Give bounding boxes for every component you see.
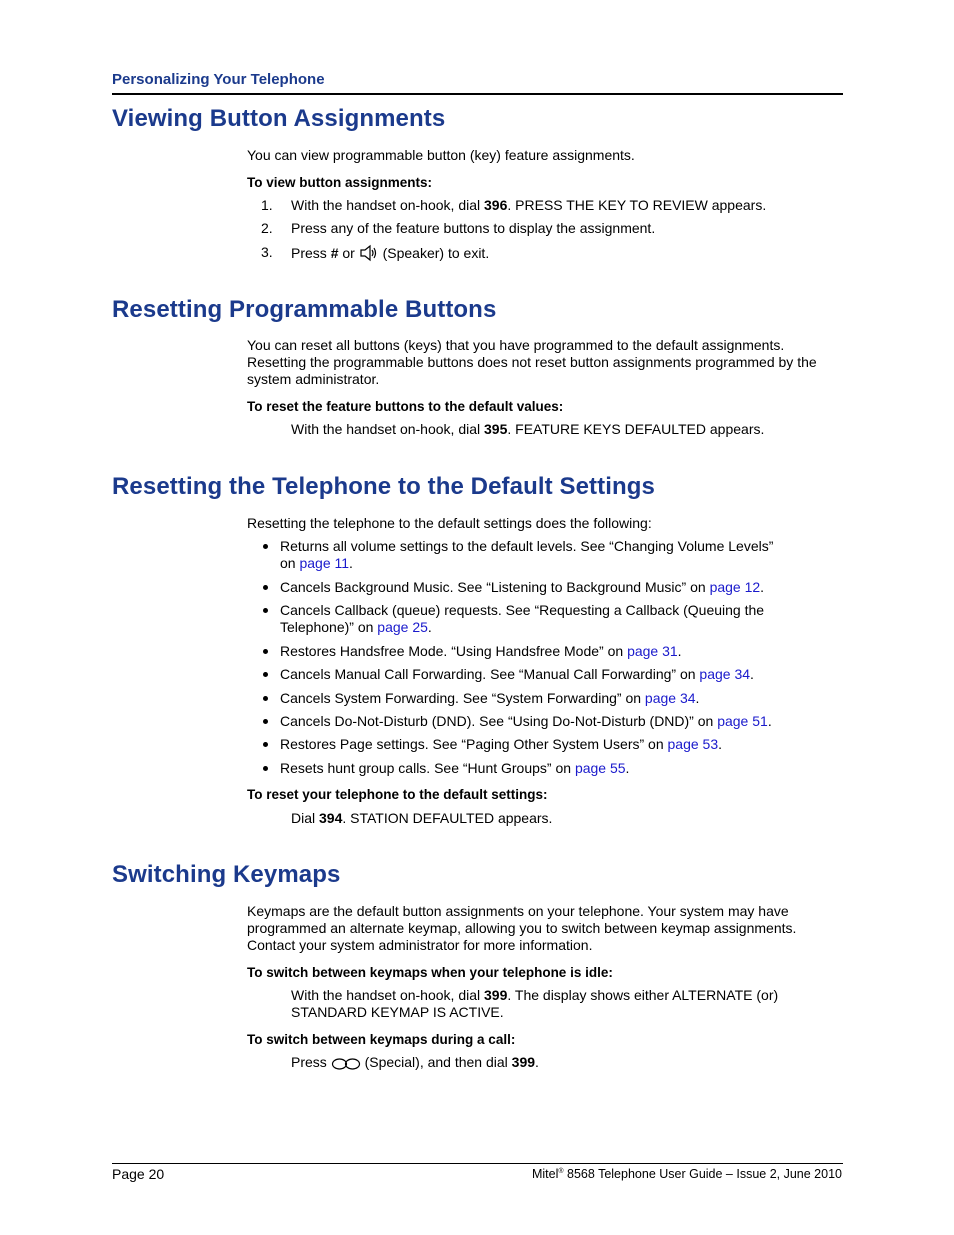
bullet-marker bbox=[263, 585, 268, 590]
reset-telephone-intro: Resetting the telephone to the default settings does the following: bbox=[247, 515, 652, 531]
bullet-marker bbox=[263, 649, 268, 654]
list-item: Returns all volume settings to the default levels. See “Changing Volume Levels” on page 11. bbox=[280, 538, 774, 571]
page-link[interactable]: page 34 bbox=[699, 666, 751, 682]
reset-buttons-intro: You can reset all buttons (keys) that you have programmed to the default assignments. Resetting the programmable buttons does not reset button assignments programmed by the system administrator. bbox=[247, 337, 817, 387]
step-number: 1. bbox=[261, 197, 273, 213]
special-icon bbox=[331, 1057, 361, 1075]
viewing-procedure-heading: To view button assignments: bbox=[247, 175, 433, 190]
page-link[interactable]: page 51 bbox=[717, 713, 768, 729]
list-item: Cancels Manual Call Forwarding. See “Manual Call Forwarding” on page 34. bbox=[280, 666, 754, 682]
bullet-marker bbox=[263, 742, 268, 747]
page-link[interactable]: page 34 bbox=[644, 690, 696, 706]
reset-telephone-step: Dial 394. STATION DEFAULTED appears. bbox=[291, 810, 553, 826]
section-title-resetting-buttons: Resetting Programmable Buttons bbox=[112, 296, 497, 323]
viewing-intro: You can view programmable button (key) feature assignments. bbox=[247, 147, 635, 163]
list-item: Restores Handsfree Mode. “Using Handsfree Mode” on page 31. bbox=[280, 643, 682, 659]
bullet-marker bbox=[263, 766, 268, 771]
page-link[interactable]: page 53 bbox=[667, 736, 719, 752]
step-number: 3. bbox=[261, 244, 273, 260]
page-link[interactable]: page 12 bbox=[709, 579, 761, 595]
list-item: Restores Page settings. See “Paging Other System Users” on page 53. bbox=[280, 736, 723, 752]
list-item: Cancels Do-Not-Disturb (DND). See “Using Do-Not-Disturb (DND)” on page 51. bbox=[280, 713, 772, 729]
bullet-marker bbox=[263, 608, 268, 613]
keymaps-call-step: Press (Special), and then dial 399. bbox=[291, 1054, 821, 1075]
page-link[interactable]: page 31 bbox=[627, 643, 678, 659]
section-title-switching-keymaps: Switching Keymaps bbox=[112, 861, 341, 888]
list-item: Cancels Callback (queue) requests. See “Requesting a Callback (Queuing the Telephone)” on page 25. bbox=[280, 602, 765, 635]
reset-telephone-procedure-heading: To reset your telephone to the default settings: bbox=[247, 787, 548, 802]
section-title-viewing: Viewing Button Assignments bbox=[112, 105, 446, 132]
reset-buttons-procedure-heading: To reset the feature buttons to the default values: bbox=[247, 399, 564, 414]
bullet-marker bbox=[263, 544, 268, 549]
bullet-marker bbox=[263, 696, 268, 701]
step-text: Press any of the feature buttons to display the assignment. bbox=[291, 220, 656, 236]
page-link[interactable]: page 55 bbox=[574, 760, 626, 776]
section-title-resetting-telephone: Resetting the Telephone to the Default Settings bbox=[112, 473, 655, 500]
page-number: Page 20 bbox=[112, 1166, 165, 1182]
page-link[interactable]: page 25 bbox=[377, 619, 428, 635]
page-link[interactable]: page 11 bbox=[299, 555, 350, 571]
header-divider bbox=[112, 93, 843, 95]
document-title: Mitel® 8568 Telephone User Guide – Issue 2, June 2010 bbox=[531, 1167, 842, 1181]
keymaps-idle-procedure-heading: To switch between keymaps when your telephone is idle: bbox=[247, 965, 613, 980]
list-item: Cancels System Forwarding. See “System Forwarding” on page 34. bbox=[280, 690, 700, 706]
keymaps-intro: Keymaps are the default button assignments on your telephone. Your system may have programmed an alternate keymap, allowing you to switch between keymap assignments. Contact your system administrator for more information. bbox=[247, 903, 797, 953]
step-text: Press # or (Speaker) to exit. bbox=[291, 244, 831, 265]
footer-divider bbox=[112, 1163, 843, 1164]
keymaps-call-procedure-heading: To switch between keymaps during a call: bbox=[247, 1032, 516, 1047]
speaker-icon bbox=[359, 244, 379, 265]
step-number: 2. bbox=[261, 220, 273, 236]
keymaps-idle-step: With the handset on-hook, dial 399. The display shows either ALTERNATE (or) STANDARD KEYMAP IS ACTIVE. bbox=[291, 987, 779, 1020]
running-header: Personalizing Your Telephone bbox=[112, 71, 325, 88]
list-item: Resets hunt group calls. See “Hunt Groups” on page 55. bbox=[280, 760, 630, 776]
step-text: With the handset on-hook, dial 396. PRESS THE KEY TO REVIEW appears. bbox=[291, 197, 767, 213]
list-item: Cancels Background Music. See “Listening to Background Music” on page 12. bbox=[280, 579, 765, 595]
bullet-marker bbox=[263, 672, 268, 677]
bullet-marker bbox=[263, 719, 268, 724]
reset-buttons-step: With the handset on-hook, dial 395. FEATURE KEYS DEFAULTED appears. bbox=[291, 421, 765, 437]
